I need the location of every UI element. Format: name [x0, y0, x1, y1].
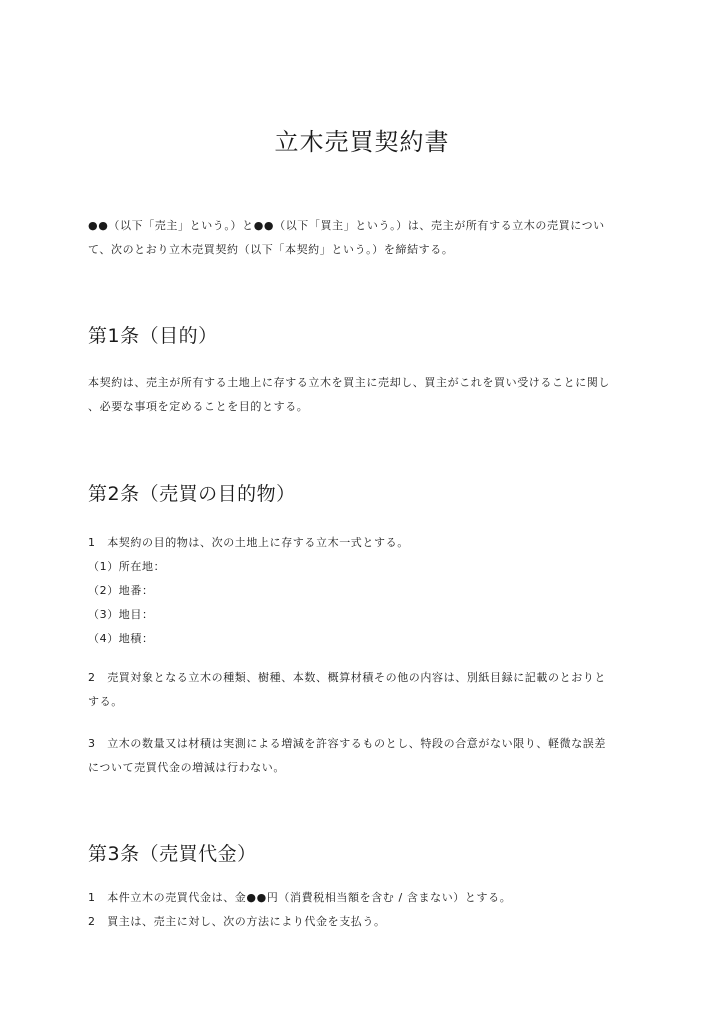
list-item: （4）地積： [88, 632, 154, 645]
text-line: する。 [88, 695, 123, 708]
article-1-heading: 第1条（目的） [88, 325, 218, 347]
preamble [88, 214, 648, 262]
text-line: について売買代金の増減は行わない。 [88, 761, 285, 774]
article-2-heading: 第2条（売買の目的物） [88, 483, 296, 505]
text-line: 1 本契約の目的物は、次の土地上に存する立木一式とする。 [88, 536, 409, 549]
list-item: （2）地番： [88, 584, 154, 597]
text-line: 2 売買対象となる立木の種類、樹種、本数、概算材積その他の内容は、別紙目録に記載のとおりと [88, 671, 606, 684]
article-2-paragraph-1 [88, 531, 648, 651]
document-title: 立木売買契約書 [274, 128, 450, 156]
list-item: （3）地目： [88, 608, 154, 621]
text-line: 、必要な事項を定めることを目的とする。 [88, 400, 309, 413]
article-2-paragraph-2 [88, 666, 648, 714]
article-3-paragraph [88, 886, 648, 934]
text-line: 本契約は、売主が所有する土地上に存する立木を買主に売却し、買主がこれを買い受けることに関し [88, 376, 610, 389]
article-3-heading: 第3条（売買代金） [88, 843, 257, 865]
article-2-paragraph-3 [88, 732, 648, 780]
text-line: て、次のとおり立木売買契約（以下「本契約」という。）を締結する。 [88, 243, 454, 256]
text-line: 2 買主は、売主に対し、次の方法により代金を支払う。 [88, 915, 386, 928]
text-line: 3 立木の数量又は材積は実測による増減を許容するものとし、特段の合意がない限り、軽微な誤差 [88, 737, 606, 750]
text-line: ●●（以下「売主」という。）と●●（以下「買主」という。）は、売主が所有する立木の売買につい [88, 219, 605, 232]
article-1-paragraph [88, 371, 648, 419]
text-line: 1 本件立木の売買代金は、金●●円（消費税相当額を含む / 含まない）とする。 [88, 891, 512, 904]
list-item: （1）所在地： [88, 560, 166, 573]
